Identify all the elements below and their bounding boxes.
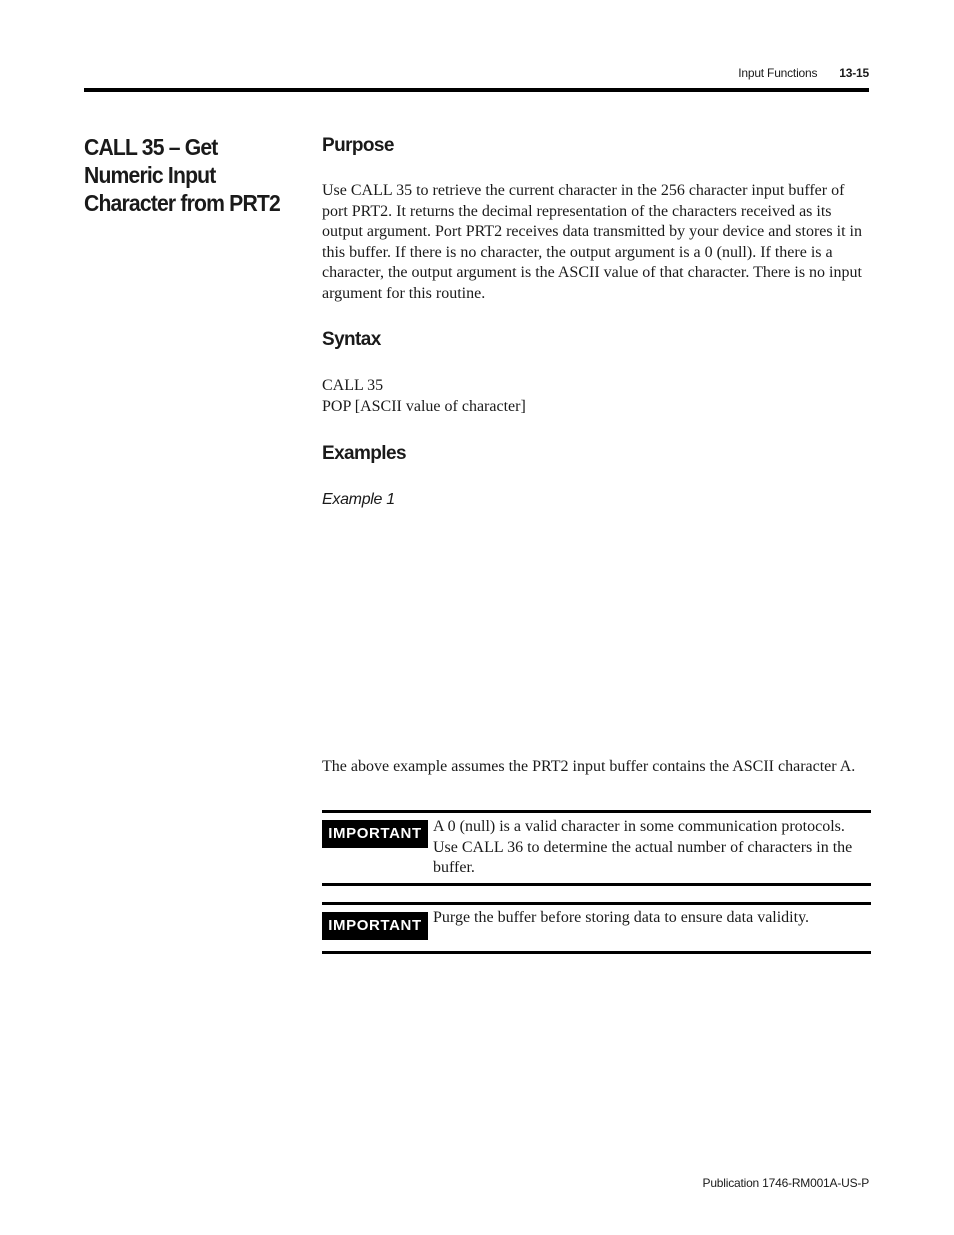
running-header: [738, 66, 869, 80]
header-page-number: 13-15: [839, 66, 869, 80]
important-note-text: Purge the buffer before storing data to ensure data validity.: [433, 909, 810, 926]
important-note-1: [322, 810, 871, 886]
syntax-block: [322, 376, 870, 417]
important-badge: IMPORTANT: [322, 820, 428, 848]
example-explanation: The above example assumes the PRT2 input buffer contains the ASCII character A.: [322, 758, 856, 775]
header-rule: [84, 88, 869, 92]
syntax-line-1: CALL 35: [322, 377, 384, 394]
header-section: Input Functions: [738, 66, 818, 80]
syntax-line-2: POP [ASCII value of character]: [322, 397, 526, 415]
examples-heading: Examples: [322, 443, 406, 464]
important-badge: IMPORTANT: [322, 912, 428, 940]
purpose-text: Use CALL 35 to retrieve the current character in the 256 character input buffer of port PRT2. It returns the decimal representation of the characters received as its output argument. Port PRT2 receives data transmitted by your device and stores it in this buffer. If there is no character, the output argument is a 0 (null). If there is a character, the output argument is the ASCII value of that character. There is no input argument for this routine.: [322, 182, 862, 302]
important-note-2: [322, 902, 871, 954]
section-title: CALL 35 – Get Numeric Input Character from PRT2: [84, 134, 280, 216]
example-caption: Example 1: [322, 491, 395, 508]
publication-footer: Publication 1746-RM001A-US-P: [702, 1176, 869, 1190]
important-note-text: A 0 (null) is a valid character in some communication protocols. Use CALL 36 to determine the actual number of characters in the buffer.: [433, 818, 853, 876]
purpose-heading: Purpose: [322, 135, 394, 156]
syntax-heading: Syntax: [322, 329, 381, 350]
